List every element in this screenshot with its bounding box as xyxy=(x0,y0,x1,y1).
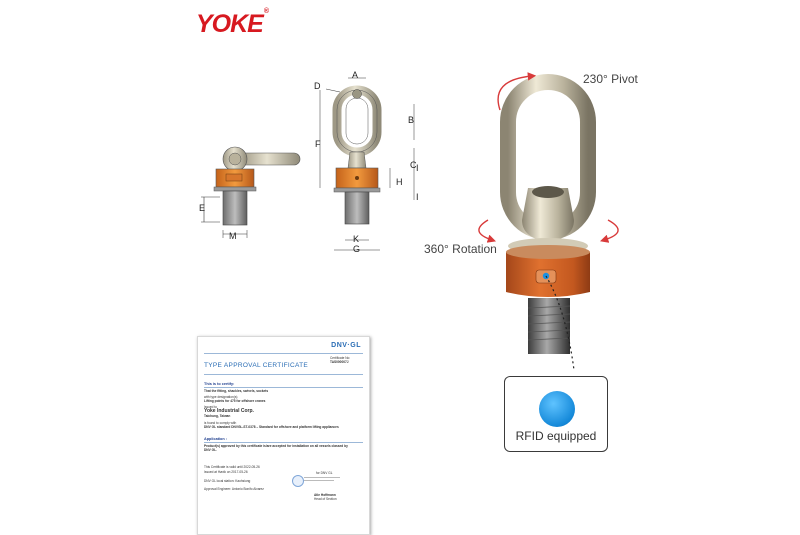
rfid-tag-icon xyxy=(539,391,575,427)
certificate-engineer: Approval Engineer: Antonio Bonifo Alvarez xyxy=(204,487,264,491)
dim-label-i-bottom: I xyxy=(416,192,419,202)
dim-label-f: F xyxy=(315,139,321,149)
dim-label-m: M xyxy=(229,231,237,241)
certificate-for: for DNV GL xyxy=(316,471,333,475)
certificate-signer: Atle Hoffmann xyxy=(314,493,336,497)
dim-label-d: D xyxy=(314,81,321,91)
dim-label-c: C xyxy=(410,160,417,170)
certificate-application-text: Product(s) approved by this certificate is/are accepted for installation on all vessels classed by DNV GL. xyxy=(204,444,348,452)
certificate-station: DNV GL local station: Kaohsiung xyxy=(204,479,251,483)
certificate-to-certify-text: That the fitting, shackles, swivels, sockets xyxy=(204,389,269,393)
certificate-seal-icon xyxy=(292,475,304,487)
certificate-brand: DNV·GL xyxy=(331,342,361,349)
certificate-seal-text-line-2 xyxy=(304,480,334,481)
logo-text: YOKE xyxy=(196,10,263,38)
certificate-to-certify: This is to certify: xyxy=(204,382,235,386)
yoke-logo xyxy=(196,7,269,39)
certificate-standard: DNV GL standard DNVGL-ST-0378 – Standard for offshore and platform lifting appliances xyxy=(204,425,339,429)
certificate-title: TYPE APPROVAL CERTIFICATE xyxy=(204,362,309,369)
dim-label-k: K xyxy=(353,234,360,244)
dim-label-i-top: I xyxy=(416,163,419,173)
certificate-no: TAS000007J xyxy=(330,360,349,364)
pivot-callout: 230° Pivot xyxy=(583,72,638,86)
certificate-company: Yoke Industrial Corp. xyxy=(204,408,254,414)
front-view xyxy=(320,78,414,250)
technical-drawing xyxy=(190,70,430,260)
swivel-eyebolt-photo xyxy=(470,70,640,370)
certificate-comply: is found to comply with xyxy=(204,421,237,425)
rfid-callout-box xyxy=(504,376,608,452)
dim-label-b: B xyxy=(408,115,415,125)
type-approval-certificate xyxy=(197,336,370,535)
certificate-application-head: Application : xyxy=(204,437,227,441)
rotation-callout: 360° Rotation xyxy=(424,242,497,256)
certificate-seal-text-line xyxy=(304,477,340,478)
certificate-city: Taichung, Taiwan xyxy=(204,414,231,418)
side-view xyxy=(201,147,300,238)
certificate-type-text: Lifting points for 475 for offshore cranes xyxy=(204,399,266,403)
dim-label-g: G xyxy=(353,244,361,254)
logo-registered-mark: ® xyxy=(263,7,269,15)
certificate-with-type: with type designation(s) xyxy=(204,395,238,399)
certificate-no-label: Certificate No: xyxy=(330,356,351,360)
dim-label-h: H xyxy=(396,177,403,187)
certificate-signer-role: Head of Section xyxy=(314,497,337,501)
certificate-issued: Issued at Høvik on 2017-05-26 xyxy=(204,470,248,474)
dim-label-e: E xyxy=(199,203,206,213)
rfid-label: RFID equipped xyxy=(515,429,597,443)
certificate-issued-to: Issued to xyxy=(204,405,217,409)
certificate-valid: This Certificate is valid until 2022-05-26 xyxy=(204,465,260,469)
dim-label-a: A xyxy=(352,70,359,80)
